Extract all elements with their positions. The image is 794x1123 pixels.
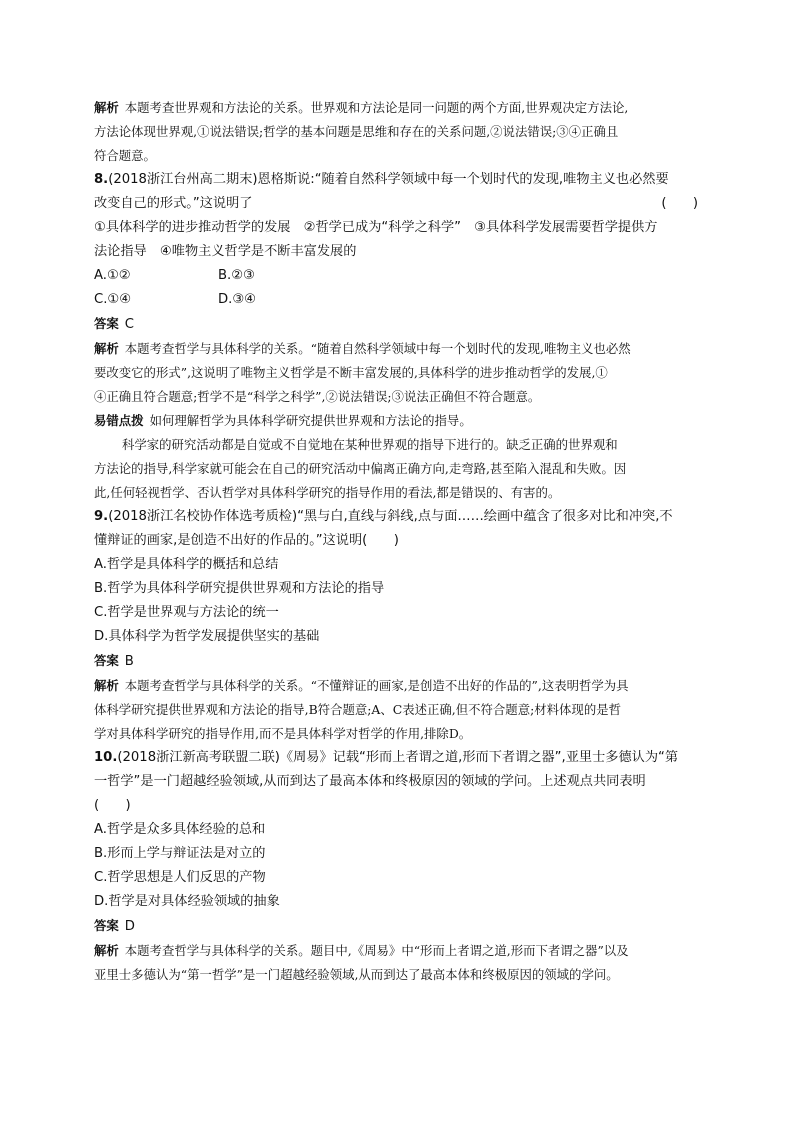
answer-blank: ( ) bbox=[661, 196, 698, 211]
analysis-line: 学对具体科学研究的指导作用,而不是具体科学对哲学的作用,排除D。 bbox=[94, 726, 472, 741]
option-c: C.哲学是世界观与方法论的统一 bbox=[94, 605, 279, 620]
tip-label: 易错点拨 bbox=[94, 413, 144, 428]
analysis-label: 解析 bbox=[94, 678, 119, 693]
answer bbox=[94, 312, 702, 337]
tip-line: 此,任何轻视哲学、否认哲学对具体科学研究的指导作用的看法,都是错误的、有害的。 bbox=[94, 485, 561, 500]
option-d: D.③④ bbox=[218, 292, 256, 307]
analysis-line: 要改变它的形式”,这说明了唯物主义哲学是不断丰富发展的,具体科学的进步推动哲学的发展,① bbox=[94, 365, 608, 380]
analysis-line: 方法论体现世界观,①说法错误;哲学的基本问题是思维和存在的关系问题,②说法错误;③④正确且 bbox=[94, 124, 619, 139]
question-10 bbox=[94, 746, 702, 987]
answer-label: 答案 bbox=[94, 316, 119, 331]
answer-value: B bbox=[124, 654, 134, 669]
statement-line: 法论指导 ④唯物主义哲学是不断丰富发展的 bbox=[94, 244, 357, 259]
answer-value: C bbox=[124, 317, 134, 332]
analysis-line: 体科学研究提供世界观和方法论的指导,B符合题意;A、C表述正确,但不符合题意;材料体现的是哲 bbox=[94, 702, 621, 717]
question-number: 9. bbox=[94, 509, 109, 524]
question-stem: 改变自己的形式。”这说明了 bbox=[94, 196, 253, 211]
question-stem: 懂辩证的画家,是创造不出好的作品的。”这说明( ) bbox=[94, 533, 399, 548]
question-stem: (2018浙江新高考联盟二联)《周易》记载“形而上者谓之道,形而下者谓之器”,亚里士多德认为“第 bbox=[117, 750, 679, 765]
answer bbox=[94, 649, 702, 674]
question-stem: (2018浙江名校协作体选考质检)“黑与白,直线与斜线,点与面……绘画中蕴含了很多对比和冲突,不 bbox=[108, 509, 673, 524]
option-b: B.哲学为具体科学研究提供世界观和方法论的指导 bbox=[94, 581, 385, 596]
document-page bbox=[94, 96, 702, 987]
analysis-line: 本题考查哲学与具体科学的关系。“随着自然科学领域中每一个划时代的发现,唯物主义也必然 bbox=[124, 341, 631, 356]
analysis-line: 本题考查哲学与具体科学的关系。题目中,《周易》中“形而上者谓之道,形而下者谓之器”以及 bbox=[124, 943, 629, 958]
answer-blank: ( ) bbox=[94, 798, 131, 813]
answer-label: 答案 bbox=[94, 918, 119, 933]
option-c: C.哲学思想是人们反思的产物 bbox=[94, 870, 266, 885]
tip-line: 科学家的研究活动都是自觉或不自觉地在某种世界观的指导下进行的。缺乏正确的世界观和 bbox=[122, 437, 618, 452]
option-b: B.形而上学与辩证法是对立的 bbox=[94, 846, 266, 861]
option-d: D.哲学是对具体经验领域的抽象 bbox=[94, 894, 280, 909]
question-8 bbox=[94, 168, 702, 505]
analysis-line: 本题考查哲学与具体科学的关系。“不懂辩证的画家,是创造不出好的作品的”,这表明哲学为具 bbox=[124, 678, 629, 693]
question-stem: (2018浙江台州高二期末)恩格斯说:“随着自然科学领域中每一个划时代的发现,唯物主义也必然要 bbox=[108, 172, 669, 187]
answer-label: 答案 bbox=[94, 653, 119, 668]
question-number: 10. bbox=[94, 750, 118, 765]
analysis-line: ④正确且符合题意;哲学不是“科学之科学”,②说法错误;③说法正确但不符合题意。 bbox=[94, 389, 541, 404]
option-b: B.②③ bbox=[218, 268, 255, 283]
analysis-line: 亚里士多德认为“第一哲学”是一门超越经验领域,从而到达了最高本体和终极原因的领域的学问。 bbox=[94, 967, 619, 982]
analysis-label: 解析 bbox=[94, 100, 119, 115]
statement-line: ①具体科学的进步推动哲学的发展 ②哲学已成为“科学之科学” ③具体科学发展需要哲学提供方 bbox=[94, 220, 658, 235]
option-c: C.①④ bbox=[94, 292, 132, 307]
analysis-line: 符合题意。 bbox=[94, 148, 156, 163]
question-9 bbox=[94, 505, 702, 746]
option-d: D.具体科学为哲学发展提供坚实的基础 bbox=[94, 629, 320, 644]
tip-line: 方法论的指导,科学家就可能会在自己的研究活动中偏离正确方向,走弯路,甚至陷入混乱和失败。因 bbox=[94, 461, 627, 476]
option-a: A.哲学是众多具体经验的总和 bbox=[94, 822, 266, 837]
analysis-label: 解析 bbox=[94, 341, 119, 356]
analysis-label: 解析 bbox=[94, 943, 119, 958]
answer bbox=[94, 914, 702, 939]
option-a: A.①② bbox=[94, 268, 131, 283]
question-number: 8. bbox=[94, 172, 109, 187]
q7-analysis bbox=[94, 96, 702, 168]
option-a: A.哲学是具体科学的概括和总结 bbox=[94, 557, 279, 572]
analysis-line: 本题考查世界观和方法论的关系。世界观和方法论是同一问题的两个方面,世界观决定方法论, bbox=[124, 100, 629, 115]
question-stem: 一哲学”是一门超越经验领域,从而到达了最高本体和终极原因的领域的学问。上述观点共同表明 bbox=[94, 774, 646, 789]
answer-value: D bbox=[124, 919, 135, 934]
tip-line: 如何理解哲学为具体科学研究提供世界观和方法论的指导。 bbox=[149, 413, 472, 428]
